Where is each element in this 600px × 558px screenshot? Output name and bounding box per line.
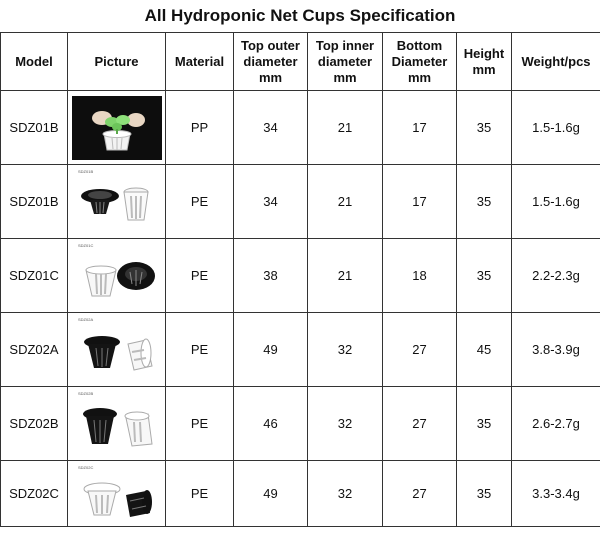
cell-weight: 3.8-3.9g <box>512 313 600 387</box>
cell-picture <box>68 387 166 461</box>
picture-caption: SDZ02B <box>78 391 94 396</box>
cell-top-outer: 49 <box>234 461 308 527</box>
spec-table <box>0 32 600 527</box>
net-cups-image <box>72 172 162 232</box>
cell-height: 35 <box>457 91 512 165</box>
cell-top-inner: 32 <box>308 461 383 527</box>
cell-height: 35 <box>457 387 512 461</box>
table-row <box>1 461 600 527</box>
cell-bottom: 17 <box>383 91 457 165</box>
cell-model: SDZ01B <box>1 165 68 239</box>
table-row <box>1 387 600 461</box>
cell-top-outer: 34 <box>234 91 308 165</box>
cell-top-inner: 21 <box>308 239 383 313</box>
header-model: Model <box>1 33 68 91</box>
cell-material: PP <box>166 91 234 165</box>
net-cups-image <box>72 320 162 380</box>
header-bottom-diameter: Bottom Diameter mm <box>383 33 457 91</box>
header-material: Material <box>166 33 234 91</box>
page-title: All Hydroponic Net Cups Specification <box>144 6 456 25</box>
picture-caption: SDZ02A <box>78 317 94 322</box>
cell-weight: 3.3-3.4g <box>512 461 600 527</box>
seedling-net-cup-photo <box>72 96 162 160</box>
cell-weight: 2.2-2.3g <box>512 239 600 313</box>
cell-top-outer: 49 <box>234 313 308 387</box>
cell-height: 35 <box>457 239 512 313</box>
cell-top-inner: 32 <box>308 313 383 387</box>
cell-top-outer: 46 <box>234 387 308 461</box>
cell-material: PE <box>166 461 234 527</box>
cell-material: PE <box>166 387 234 461</box>
cell-weight: 2.6-2.7g <box>512 387 600 461</box>
cell-top-outer: 34 <box>234 165 308 239</box>
header-weight: Weight/pcs <box>512 33 600 91</box>
cell-height: 35 <box>457 461 512 527</box>
cell-bottom: 18 <box>383 239 457 313</box>
cell-picture <box>68 91 166 165</box>
header-row <box>1 33 600 91</box>
cell-material: PE <box>166 239 234 313</box>
table-row <box>1 165 600 239</box>
cell-picture <box>68 165 166 239</box>
cell-model: SDZ02A <box>1 313 68 387</box>
table-row <box>1 239 600 313</box>
net-cups-image <box>72 246 162 306</box>
cell-model: SDZ01C <box>1 239 68 313</box>
cell-weight: 1.5-1.6g <box>512 91 600 165</box>
net-cups-image <box>72 465 162 523</box>
header-height: Height mm <box>457 33 512 91</box>
picture-caption: SDZ01C <box>78 243 94 248</box>
cell-picture <box>68 239 166 313</box>
picture-caption: SDZ02C <box>78 465 94 470</box>
picture-caption: SDZ01B <box>78 169 94 174</box>
cell-bottom: 27 <box>383 387 457 461</box>
cell-weight: 1.5-1.6g <box>512 165 600 239</box>
header-top-inner-diameter: Top inner diameter mm <box>308 33 383 91</box>
cell-top-outer: 38 <box>234 239 308 313</box>
cell-picture <box>68 313 166 387</box>
net-cups-image <box>72 392 162 456</box>
cell-model: SDZ02B <box>1 387 68 461</box>
cell-top-inner: 21 <box>308 165 383 239</box>
table-row <box>1 313 600 387</box>
cell-picture <box>68 461 166 527</box>
cell-bottom: 17 <box>383 165 457 239</box>
cell-model: SDZ02C <box>1 461 68 527</box>
cell-bottom: 27 <box>383 461 457 527</box>
header-top-outer-diameter: Top outer diameter mm <box>234 33 308 91</box>
cell-bottom: 27 <box>383 313 457 387</box>
cell-height: 35 <box>457 165 512 239</box>
table-row <box>1 91 600 165</box>
cell-model: SDZ01B <box>1 91 68 165</box>
cell-top-inner: 21 <box>308 91 383 165</box>
header-picture: Picture <box>68 33 166 91</box>
cell-height: 45 <box>457 313 512 387</box>
cell-material: PE <box>166 165 234 239</box>
cell-top-inner: 32 <box>308 387 383 461</box>
cell-material: PE <box>166 313 234 387</box>
